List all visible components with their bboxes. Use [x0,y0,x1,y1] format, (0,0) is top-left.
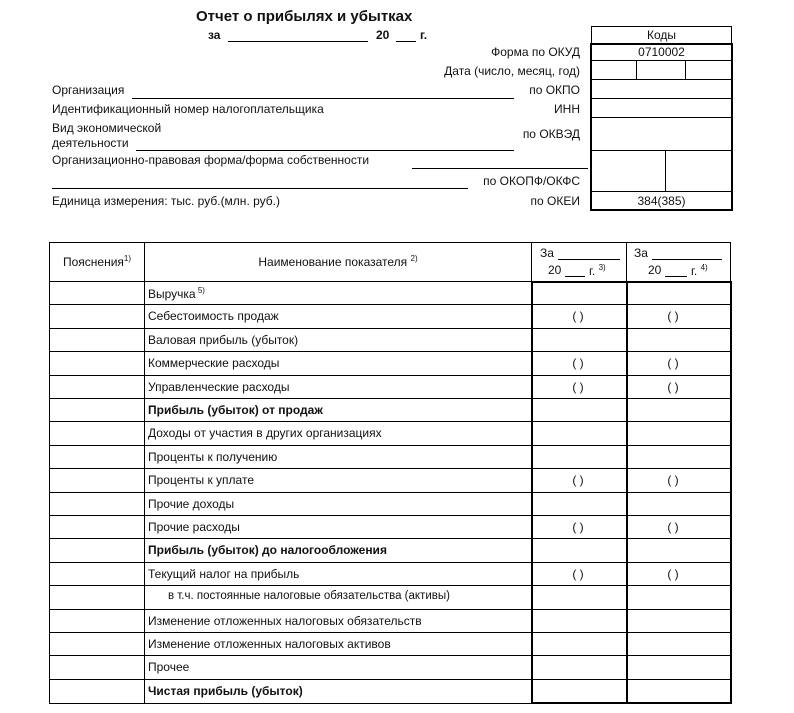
row-name-text: Проценты к получению [148,449,278,464]
row-name-text: Прочее [148,660,190,675]
row-value-current[interactable]: ( ) [572,309,584,324]
col-notes-text: Пояснения [62,255,124,269]
inn-label: ИНН [554,102,580,116]
legal-form-line-2[interactable] [52,188,468,189]
row-name-text: Себестоимость продаж [148,309,279,324]
col-name-sup: 2) [410,254,418,263]
row-divider [49,632,731,633]
row-name [148,309,279,323]
codes-divider-5 [591,150,732,151]
row-name [148,473,254,487]
codes-divider-4 [591,117,732,118]
row-name [148,497,234,511]
row-name-text: Доходы от участия в других организациях [148,426,382,441]
col3-g-text: г. [589,264,596,278]
value-col-thick-top [531,281,731,283]
period-g-label: г. [420,28,428,42]
row-name [148,426,382,440]
row-divider [49,515,731,516]
row-name [148,637,391,651]
row-name-text: Коммерческие расходы [148,356,280,371]
row-name-text: Изменение отложенных налоговых активов [148,637,391,651]
row-name [148,450,277,464]
col4-za: За [634,246,648,260]
col-divider-1 [144,242,145,704]
row-name [148,567,299,581]
row-divider [49,655,731,656]
row-name-sup: 5) [195,286,205,295]
value-col-thick-bottom [531,702,731,704]
row-value-previous[interactable]: ( ) [667,309,679,324]
col3-za: За [540,246,554,260]
row-name [148,520,240,534]
row-divider [49,679,731,680]
row-value-previous[interactable]: ( ) [667,379,679,394]
row-value-previous[interactable]: ( ) [667,356,679,371]
col3-za-blank[interactable] [558,259,620,260]
row-name-text: Прочие доходы [148,496,235,511]
okopf-label: по ОКОПФ/ОКФС [483,174,580,188]
col-notes-header [50,254,144,269]
col4-year: 20 [648,263,662,277]
col4-year-blank[interactable] [665,276,687,277]
col-notes-sup: 1) [123,254,132,263]
row-divider [49,375,731,376]
row-name [148,333,298,347]
col4-za-blank[interactable] [652,259,722,260]
row-name-text: Изменение отложенных налоговых обязательств [148,613,422,628]
row-name-text: Прочие расходы [148,520,240,534]
activity-label-2: деятельности [52,136,129,150]
period-year-label: 20 [376,28,390,42]
row-name [168,590,450,602]
row-divider [49,585,731,586]
legal-form-line-1[interactable] [412,168,588,169]
okud-value: 0710002 [638,45,685,59]
organization-line[interactable] [132,98,514,99]
period-year-blank[interactable] [396,41,416,42]
unit-label: Единица измерения: тыс. руб.(млн. руб.) [52,194,280,208]
row-value-current[interactable]: ( ) [572,473,584,488]
okei-label: по ОКЕИ [530,194,580,208]
activity-line[interactable] [136,150,514,151]
row-name [148,403,323,417]
row-divider [49,562,731,563]
legal-form-label: Организационно-правовая форма/форма собственности [52,153,370,167]
col3-g [589,263,606,278]
row-name-text: Выручка [148,287,196,301]
row-name-text: Валовая прибыль (убыток) [148,332,299,347]
row-name [148,543,387,557]
row-name-text: Проценты к уплате [148,473,254,488]
row-name [148,286,205,301]
report-title: Отчет о прибылях и убытках [196,8,413,25]
col4-g [691,263,708,278]
row-divider [49,538,731,539]
row-divider [49,468,731,469]
codes-divider-6 [591,191,732,192]
col4-sup: 4) [700,263,708,272]
row-name-text: в т.ч. постоянные налоговые обязательства (активы) [168,590,450,603]
row-value-current[interactable]: ( ) [572,356,584,371]
codes-divider-1 [591,60,732,61]
row-name-text: Чистая прибыль (убыток) [148,683,303,698]
codes-title: Коды [646,28,677,42]
col4-g-text: г. [691,264,698,278]
row-value-current[interactable]: ( ) [572,520,584,534]
col3-sup: 3) [598,263,606,272]
date-day-divider [636,60,637,79]
organization-label: Организация [52,83,125,97]
row-value-previous[interactable]: ( ) [667,473,679,488]
codes-box [590,43,733,211]
row-name [148,614,422,628]
activity-label-1: Вид экономической [52,121,162,135]
row-divider [49,609,731,610]
okei-value: 384(385) [637,194,686,208]
col3-year: 20 [548,263,562,277]
row-divider [49,351,731,352]
row-name [148,660,189,674]
okopf-divider [665,150,666,191]
date-month-divider [685,60,686,79]
row-name-text: Прибыль (убыток) до налогообложения [148,543,387,558]
row-value-current[interactable]: ( ) [572,566,584,581]
inn-name-label: Идентификационный номер налогоплательщика [52,102,324,116]
okpo-label: по ОКПО [529,83,580,97]
row-divider [49,492,731,493]
codes-divider-3 [591,98,732,99]
row-value-current[interactable]: ( ) [572,379,584,394]
row-divider [49,445,731,446]
codes-divider-2 [591,79,732,80]
col-name-text: Наименование показателя [258,255,408,269]
okud-label: Форма по ОКУД [491,45,580,59]
row-name-text: Прибыль (убыток) от продаж [148,403,323,417]
col3-year-blank[interactable] [565,276,585,277]
okved-label: по ОКВЭД [522,127,580,141]
row-name [148,684,303,698]
row-name-text: Текущий налог на прибыль [148,566,300,581]
date-label: Дата (число, месяц, год) [444,64,580,78]
row-divider [49,328,731,329]
row-divider [49,304,731,305]
period-za-label: за [208,28,221,42]
row-divider [49,398,731,399]
row-name-text: Управленческие расходы [148,379,290,394]
period-blank-line[interactable] [228,41,368,42]
row-value-previous[interactable]: ( ) [667,566,679,581]
row-divider [49,421,731,422]
col-name-header [145,254,531,269]
row-value-previous[interactable]: ( ) [667,520,679,534]
row-name [148,356,279,370]
row-name [148,380,289,394]
